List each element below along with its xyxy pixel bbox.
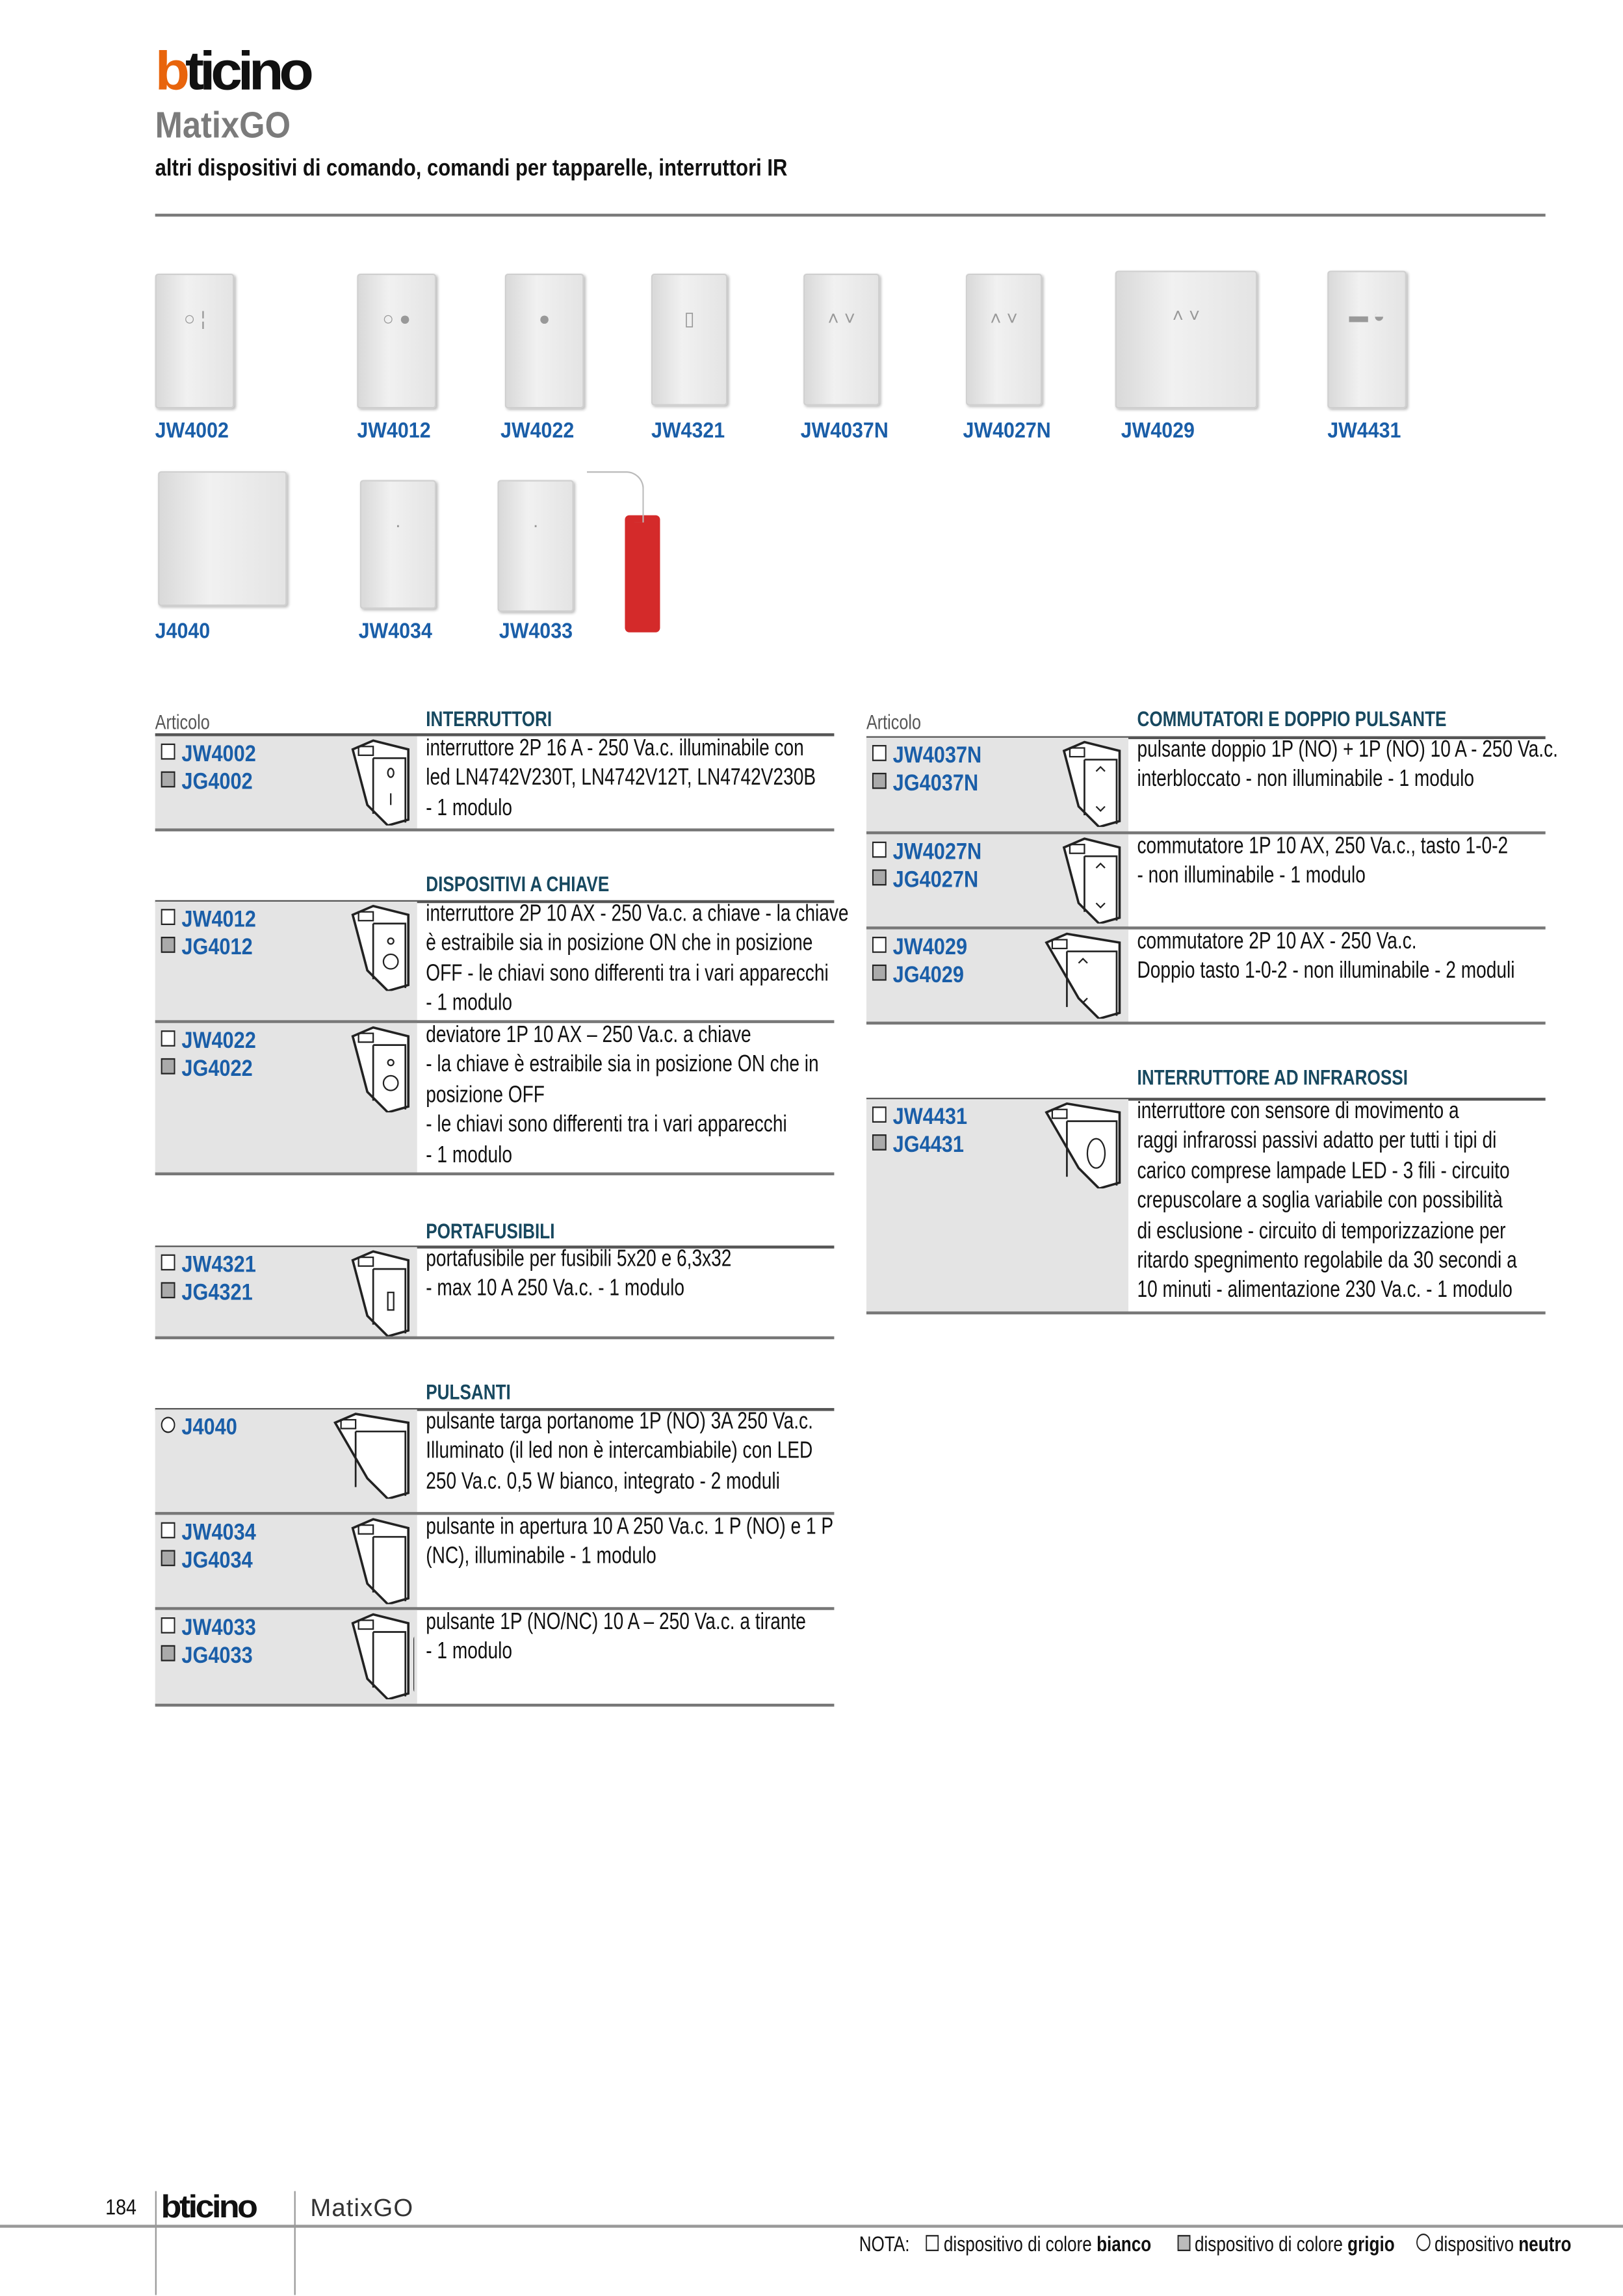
product-code-text[interactable]: JW4321 [181, 1253, 256, 1278]
legend-grey: dispositivo di colore grigio [1194, 2233, 1395, 2257]
pull-cord-icon [625, 515, 660, 633]
neutral-circle-icon [161, 1417, 175, 1433]
product-code[interactable] [872, 935, 967, 962]
product-row [866, 928, 1546, 1023]
description-line: ritardo spegnimento regolabile da 30 secondi a [1137, 1248, 1517, 1273]
description-line: - max 10 A 250 Va.c. - 1 modulo [426, 1277, 685, 1302]
description-line: Doppio tasto 1-0-2 - non illuminabile - 2 moduli [1137, 959, 1515, 984]
key-switch-module-icon [344, 1024, 414, 1119]
product-thumbnail-label[interactable]: JW4037N [800, 418, 889, 444]
product-code-text[interactable]: JG4012 [181, 935, 253, 961]
legend-white: dispositivo di colore bianco [943, 2233, 1152, 2257]
description-line: pulsante in apertura 10 A 250 Va.c. 1 P (NO) e 1 P [426, 1515, 834, 1540]
device-symbol-icon: · [395, 514, 402, 536]
device-symbol-icon: ● [538, 307, 551, 330]
product-thumbnail-label[interactable]: J4040 [155, 619, 211, 644]
color-legend [859, 2234, 1572, 2257]
footer-logo: bticino [161, 2188, 256, 2225]
description-line: interbloccato - non illuminabile - 1 modulo [1137, 767, 1475, 793]
product-code[interactable] [161, 907, 256, 934]
product-code[interactable] [161, 1415, 237, 1442]
product-code-text[interactable]: JW4012 [181, 907, 256, 933]
description-line: interruttore 2P 16 A - 250 Va.c. illuminabile con [426, 736, 804, 761]
product-code[interactable] [161, 1548, 253, 1575]
product-photo-j4040 [158, 471, 287, 606]
product-code-text[interactable]: JW4022 [181, 1028, 256, 1054]
neutral-circle-icon [1416, 2234, 1430, 2251]
product-code[interactable] [872, 840, 981, 867]
grey-box-icon [872, 773, 887, 789]
description-line: deviatore 1P 10 AX – 250 Va.c. a chiave [426, 1023, 751, 1049]
grey-box-icon [872, 965, 887, 981]
description-line: commutatore 2P 10 AX - 250 Va.c. [1137, 929, 1417, 955]
white-box-icon [872, 745, 887, 761]
product-code[interactable] [161, 742, 256, 769]
description-line: posizione OFF [426, 1082, 545, 1108]
product-code-text[interactable]: JW4033 [181, 1615, 256, 1641]
product-code[interactable] [872, 772, 978, 798]
white-box-icon [872, 842, 887, 858]
description-line: Illuminato (il led non è intercambiabile) con LED [426, 1439, 813, 1465]
product-code-text[interactable]: JW4029 [892, 935, 968, 961]
description-line: led LN4742V230T, LN4742V12T, LN4742V230B [426, 766, 816, 791]
row-divider [866, 1311, 1546, 1313]
product-code[interactable] [872, 868, 978, 894]
product-code[interactable] [161, 1029, 256, 1056]
product-row [155, 1513, 835, 1608]
white-box-icon [926, 2235, 939, 2251]
product-code-text[interactable]: JW4027N [892, 840, 982, 865]
header-divider [155, 214, 1546, 217]
switch-module-icon [344, 738, 414, 833]
description-line: pulsante 1P (NO/NC) 10 A – 250 Va.c. a tirante [426, 1610, 806, 1636]
product-photo-jw4022 [505, 274, 584, 408]
section-title: COMMUTATORI E DOPPIO PULSANTE [1137, 708, 1447, 732]
row-divider [155, 1704, 835, 1706]
white-box-icon [161, 1617, 175, 1634]
key-switch-module-icon [344, 903, 414, 998]
white-box-icon [872, 1106, 887, 1123]
description-line: crepuscolare a soglia variabile con possibilità [1137, 1188, 1503, 1214]
product-description [426, 1609, 806, 1669]
product-row [866, 1098, 1546, 1313]
product-photo-jw4029 [1115, 271, 1257, 409]
nameplate-button-module-icon [326, 1411, 414, 1506]
product-photo-jw4012 [357, 274, 436, 408]
product-photo-jw4034 [360, 480, 436, 609]
brand-title: MatixGO [155, 105, 291, 147]
product-thumbnail-label[interactable]: JW4027N [963, 418, 1051, 444]
rocker-arrows-module-icon [1055, 739, 1125, 834]
description-line: interruttore 2P 10 AX - 250 Va.c. a chiave - la chiave [426, 901, 849, 927]
column-header-articolo: Articolo [155, 710, 210, 734]
product-code-text[interactable]: JW4037N [892, 743, 982, 769]
white-box-icon [161, 744, 175, 760]
product-thumbnail-label[interactable]: JW4431 [1327, 418, 1401, 444]
pull-cord-button-module-icon [344, 1611, 414, 1706]
rocker-arrows-2-module-icon [1037, 931, 1125, 1026]
footer-vline [155, 2191, 157, 2295]
ir-sensor-module-icon [1037, 1101, 1125, 1195]
product-code-text[interactable]: JG4002 [181, 770, 253, 795]
product-row [155, 1609, 835, 1706]
product-code[interactable] [161, 1520, 256, 1547]
product-code-text[interactable]: JW4002 [181, 742, 256, 767]
grey-box-icon [1177, 2235, 1190, 2251]
grey-box-icon [161, 1645, 175, 1662]
page-subtitle: altri dispositivi di comando, comandi per tapparelle, interruttori IR [155, 156, 788, 182]
product-code[interactable] [161, 1057, 253, 1084]
section-title: PORTAFUSIBILI [426, 1220, 555, 1244]
grey-box-icon [161, 772, 175, 788]
row-divider [866, 1022, 1546, 1024]
column-header-articolo: Articolo [866, 710, 922, 734]
description-line: - le chiavi sono differenti tra i vari apparecchi [426, 1112, 787, 1138]
description-line: pulsante doppio 1P (NO) + 1P (NO) 10 A - 250 Va.c. [1137, 737, 1558, 763]
device-symbol-icon: ˄ ˅ [990, 307, 1018, 330]
row-divider [155, 1173, 835, 1175]
product-thumbnail-label[interactable]: JW4012 [357, 418, 431, 444]
product-description [426, 1022, 818, 1171]
rocker-arrows-module-icon [1055, 836, 1125, 931]
product-row [155, 1246, 835, 1338]
product-description [426, 1408, 813, 1498]
product-code-text[interactable]: JG4321 [181, 1281, 253, 1306]
device-symbol-icon: · [532, 514, 539, 536]
device-symbol-icon: ○ ¦ [183, 307, 206, 330]
device-symbol-icon: ˄ ˅ [827, 307, 855, 330]
white-box-icon [161, 909, 175, 925]
description-line: raggi infrarossi passivi adatto per tutti i tipi di [1137, 1128, 1497, 1155]
page-number: 184 [105, 2195, 137, 2221]
product-code[interactable] [161, 1281, 253, 1307]
product-photo-jw4321 [651, 274, 727, 406]
product-photo-jw4002 [155, 274, 235, 408]
product-code[interactable] [161, 1253, 256, 1279]
product-code[interactable] [872, 1105, 967, 1132]
white-box-icon [161, 1255, 175, 1271]
description-line: commutatore 1P 10 AX, 250 Va.c., tasto 1-0-2 [1137, 834, 1509, 859]
grey-box-icon [161, 937, 175, 953]
description-line: - 1 modulo [426, 991, 512, 1017]
product-code-text[interactable]: JG4037N [892, 771, 979, 796]
white-box-icon [872, 937, 887, 953]
cord-line-icon [587, 471, 644, 523]
description-line: (NC), illuminabile - 1 modulo [426, 1545, 656, 1570]
device-symbol-icon: ▬ ◒ [1349, 304, 1385, 327]
product-code[interactable] [872, 1133, 964, 1160]
product-thumbnail-label[interactable]: JW4022 [500, 418, 575, 444]
product-code[interactable] [872, 744, 981, 770]
section-title: INTERRUTTORE AD INFRAROSSI [1137, 1067, 1408, 1091]
product-thumbnail-label[interactable]: JW4034 [358, 619, 432, 644]
product-description [426, 900, 848, 1020]
product-thumbnail-label[interactable]: JW4321 [651, 418, 725, 444]
note-label: NOTA: [859, 2233, 910, 2257]
product-code[interactable] [161, 770, 253, 796]
product-row [155, 1022, 835, 1174]
product-code-text[interactable]: JG4029 [892, 963, 964, 988]
product-code-text[interactable]: JG4027N [892, 868, 979, 893]
legend-neutral: dispositivo neutro [1435, 2233, 1572, 2257]
product-photo-jw4037n [803, 274, 879, 406]
product-code[interactable] [872, 963, 964, 990]
section-title: PULSANTI [426, 1381, 511, 1405]
fuse-holder-module-icon [344, 1249, 414, 1344]
description-line: carico comprese lampade LED - 3 fili - circuito [1137, 1158, 1510, 1184]
product-photo-jw4431 [1327, 271, 1407, 409]
device-symbol-icon: ○ ● [382, 307, 411, 330]
product-description [1137, 1098, 1516, 1307]
product-code-text[interactable]: JW4431 [892, 1104, 968, 1130]
product-row [866, 737, 1558, 833]
description-line: portafusibile per fusibili 5x20 e 6,3x32 [426, 1247, 732, 1272]
description-line: interruttore con sensore di movimento a [1137, 1099, 1459, 1125]
grey-box-icon [161, 1282, 175, 1298]
bticino-logo: bticino [155, 41, 309, 101]
footer-vline [294, 2191, 296, 2295]
description-line: OFF - le chiavi sono differenti tra i vari apparecchi [426, 961, 829, 987]
product-row [866, 833, 1546, 928]
grey-box-icon [872, 1134, 887, 1151]
description-line: 10 minuti - alimentazione 230 Va.c. - 1 modulo [1137, 1278, 1513, 1303]
product-code-text[interactable]: JG4431 [892, 1132, 964, 1158]
product-description [426, 1246, 731, 1305]
section-title: INTERRUTTORI [426, 708, 552, 732]
product-code[interactable] [161, 935, 253, 962]
description-line: 250 Va.c. 0,5 W bianco, integrato - 2 moduli [426, 1469, 780, 1494]
product-thumbnail-label[interactable]: JW4033 [499, 619, 573, 644]
grey-box-icon [161, 1058, 175, 1075]
product-code-text[interactable]: JG4033 [181, 1643, 253, 1669]
product-code[interactable] [161, 1616, 256, 1643]
description-line: è estraibile sia in posizione ON che in posizione [426, 931, 813, 957]
product-thumbnail-label[interactable]: JW4002 [155, 418, 229, 444]
device-symbol-icon: ▯ [684, 307, 695, 330]
product-code-text[interactable]: JG4022 [181, 1056, 253, 1082]
description-line: - 1 modulo [426, 1142, 512, 1168]
description-line: - non illuminabile - 1 modulo [1137, 864, 1366, 889]
footer-divider [0, 2224, 1623, 2226]
description-line: di esclusione - circuito di temporizzazione per [1137, 1218, 1506, 1244]
product-photo-jw4033 [498, 480, 574, 612]
product-row [155, 900, 849, 1022]
white-box-icon [161, 1522, 175, 1539]
product-description [1137, 833, 1508, 893]
description-line: - la chiave è estraibile sia in posizione ON che in [426, 1052, 819, 1078]
description-line: pulsante targa portanome 1P (NO) 3A 250 Va.c. [426, 1409, 813, 1435]
description-line: - 1 modulo [426, 1639, 512, 1665]
product-description [1137, 928, 1514, 988]
description-line: - 1 modulo [426, 796, 512, 821]
row-divider [155, 1337, 835, 1338]
device-symbol-icon: ˄ ˅ [1172, 304, 1201, 327]
grey-box-icon [161, 1550, 175, 1566]
product-photo-jw4027n [966, 274, 1042, 406]
product-code-text[interactable]: JG4034 [181, 1548, 253, 1574]
product-description [426, 735, 816, 824]
footer-brand: MatixGO [310, 2194, 414, 2222]
product-description [1137, 737, 1557, 796]
row-divider [155, 828, 835, 830]
section-title: DISPOSITIVI A CHIAVE [426, 874, 610, 898]
push-button-module-icon [344, 1517, 414, 1611]
product-row [155, 1408, 835, 1513]
product-code-text[interactable]: JW4034 [181, 1520, 256, 1546]
grey-box-icon [872, 869, 887, 885]
product-description [426, 1513, 833, 1573]
product-thumbnail-label[interactable]: JW4029 [1121, 418, 1195, 444]
product-code[interactable] [161, 1644, 253, 1671]
white-box-icon [161, 1030, 175, 1047]
product-row [155, 735, 835, 829]
product-code-text[interactable]: J4040 [181, 1415, 237, 1441]
